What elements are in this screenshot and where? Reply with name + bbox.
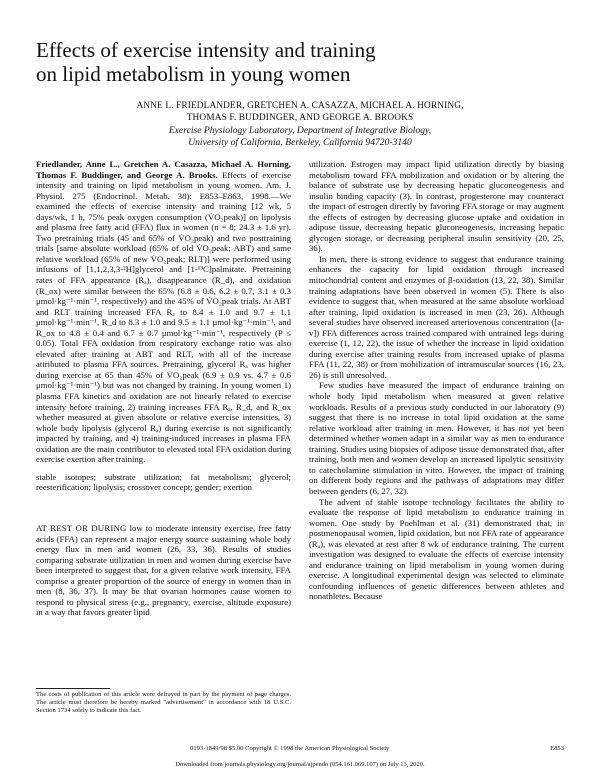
body-paragraph-2: In men, there is strong evidence to suggest that endurance training enhances the capacity for lipid oxidation through increased mitochondrial content and enzymes of β-oxidation (13, 22, 38). Similar training adaptations have been observed in women (5). There is also evidence to suggest that, when measured at the same absolute workload after training, lipid oxidation is increased in men (23, 26). Although several studies have observed increased arteriovenous concentration ([a-v]) FFA differences across trained compared with untrained legs during exercise (1, 12, 22), the issue of whether the increase in lipid oxidation during exercise after training results from increased uptake of plasma FFA (11, 22, 38) or from mobilization of intramuscular sources (16, 23, 26) is still unresolved. — [309, 253, 564, 380]
footnote: The costs of publication of this article were defrayed in part by the payment of page charges. The article must therefore be hereby marked "advertisement" in accordance with 18 U.S.C. Section 1734 solely to indicate this fact. — [36, 691, 291, 714]
keywords: stable isotopes; substrate utilization; fat metabolism; glycerol; reesterification; lipolysis; crossover concept; gender; exertion — [36, 471, 291, 493]
abstract — [36, 159, 291, 465]
page-number: E853 — [550, 745, 564, 752]
authors-line-1: ANNE L. FRIEDLANDER, GRETCHEN A. CASAZZA, MICHAEL A. HORNING, — [136, 101, 464, 111]
abstract-body: Effects of exercise intensity and training on lipid metabolism in young women. Am. J. Physiol. 275 (Endocrinol. Metab. 38): E853–E863, 1998.—We examined the effects of exercise intensity and training [12 wk, 5 days/wk, 1 h, 75% peak oxygen consumption (V̇O₂peak)] on lipolysis and plasma free fatty acid (FFA) flux in women (n = 8; 24.3 ± 1.6 yr). Two pretraining trials (45 and 65% of V̇O₂peak) and two posttraining trials [same absolute workload (65% of old V̇O₂peak; ABT) and same relative workload (65% of new V̇O₂peak; RLT)] were performed using infusions of [1,1,2,3,3-²H]glycerol and [1-¹³C]palmitate. Pretraining rates of FFA appearance (Rₐ), disappearance (R_d), and oxidation (R_ox) were similar between the 65% (6.8 ± 0.6, 6.2 ± 0.7, 3.1 ± 0.3 μmol·kg⁻¹·min⁻¹, respectively) and the 45% of V̇O₂peak trials. At ABT and RLT training increased FFA Rₐ to 8.4 ± 1.0 and 9.7 ± 1.1 μmol·kg⁻¹·min⁻¹, R_d to 8.3 ± 1.0 and 9.5 ± 1.1 μmol·kg⁻¹·min⁻¹, and R_ox to 4.8 ± 0.4 and 6.7 ± 0.7 μmol·kg⁻¹·min⁻¹, respectively (P ≤ 0.05). Total FFA oxidation from respiratory exchange ratio was also elevated after training at ABT and RLT, with all of the increase attributed to plasma FFA sources. Pretraining, glycerol Rₐ was higher during exercise at 65 than 45% of V̇O₂peak (6.9 ± 0.9 vs. 4.7 ± 0.6 μmol·kg⁻¹·min⁻¹) but was not changed by training. In young women 1) plasma FFA kinetics and oxidation are not linearly related to exercise intensity before training, 2) training increases FFA Rₐ, R_d, and R_ox whether measured at given absolute or relative exercise intensities, 3) whole body lipolysis (glycerol Rₐ) during exercise is not significantly impacted by training, and 4) training-induced increases in plasma FFA oxidation are the main contributor to elevated total FFA oxidation during exercise exertion after training. — [36, 169, 292, 465]
body-paragraph-3: Few studies have measured the impact of endurance training on whole body lipid metabolism when measured at given relative workloads. Results of a previous study conducted in our laboratory (9) suggest that there is no increase in total lipid oxidation at the same relative workload after training in men. However, it has not yet been determined whether women adapt in a similar way as men to endurance training. Studies using biopsies of adipose tissue demonstrated that, after training, both men and women develop an increased lipolytic sensitivity to catecholamine stimulation in vitro. However, the impact of training on different body regions and the pathways of adaptations may differ between genders (6, 27, 32). — [309, 380, 564, 496]
abstract-citation-authors: Friedlander, Anne L., Gretchen A. Casazza, Michael A. Horning, Thomas F. Buddinger, and George A. Brooks. — [36, 159, 291, 180]
right-column — [309, 159, 564, 602]
footer-copyright: 0193-1849/98 $5.00 Copyright © 1998 the American Physiological Society — [190, 745, 390, 752]
affiliation — [36, 125, 564, 149]
intro-lead-in: AT REST OR DURING — [36, 522, 127, 533]
footnote-rule — [36, 688, 110, 689]
page-footer — [36, 744, 564, 754]
download-note: Downloaded from journals.physiology.org/journal/ajpendo (054.161.069.107) on July 13, 2020. — [175, 761, 425, 768]
intro-paragraph — [36, 523, 291, 618]
title-line-1: Effects of exercise intensity and training — [36, 38, 376, 62]
author-list — [36, 100, 564, 124]
affiliation-line-1: Exercise Physiology Laboratory, Department of Integrative Biology, — [168, 125, 432, 136]
left-column — [36, 159, 291, 618]
affiliation-line-2: University of California, Berkeley, California 94720-3140 — [188, 137, 412, 148]
title-line-2: on lipid metabolism in young women — [36, 62, 351, 86]
body-paragraph-4: The advent of stable isotope technology facilitates the ability to evaluate the response of lipid metabolism to endurance training in women. One study by Poehlman et al. (31) demonstrated that, in postmenopausal women, lipid oxidation, but not FFA rate of appearance (Rₐ), was elevated at rest after 8 wk of endurance training. The current investigation was designed to evaluate the effects of exercise intensity and endurance training on lipid metabolism in young women during exercise. A longitudinal experimental design was selected to eliminate confounding influences of genetic differences between athletes and nonathletes. Because — [309, 496, 564, 602]
body-paragraph-1: utilization. Estrogen may impact lipid utilization directly by biasing metabolism toward FFA mobilization and oxidation or by altering the balance of substrate use by decreasing hepatic gluconeogenesis and insulin binding capacity (3). In contrast, progesterone may counteract the impact of estrogen directly by favoring FFA storage or may augment the effects of estrogen by decreasing glucose uptake and oxidation in adipose tissue, decreasing hepatic gluconeogenesis, increasing hepatic glycogen storage, or decreasing peripheral insulin sensitivity (20, 25, 36). — [309, 159, 564, 254]
authors-line-2: THOMAS F. BUDDINGER, AND GEORGE A. BROOKS — [186, 113, 414, 124]
article-title — [36, 38, 556, 86]
intro-first-text: low to moderate intensity exercise, free fatty acids (FFA) can represent a major energy source sustaining whole body energy flux in men and women (26, 33, 36). Results of studies comparing substrate utilization in men and women during exercise have been interpreted to suggest that, for a given relative work intensity, FFA comprise a greater proportion of the source of energy in women than in men (8, 36, 37). It may be that ovarian hormones cause women to respond to physical stress (e.g., pregnancy, exercise, altitude exposure) in a way that favors greater lipid — [36, 522, 291, 618]
